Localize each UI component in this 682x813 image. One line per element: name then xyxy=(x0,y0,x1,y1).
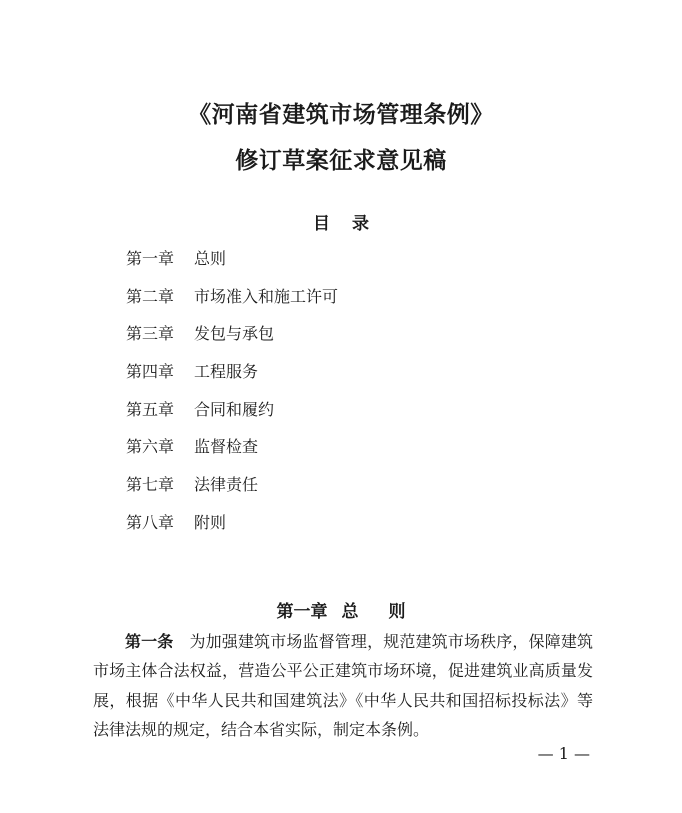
article-text: 为加强建筑市场监督管理，规范建筑市场秩序，保障建筑市场主体合法权益，营造公平公正建筑市场环境，促进建筑业高质量发展，根据《中华人民共和国建筑法》《中华人民共和国招标投标法》等法律法规的规定，结合本省实际，制定本条例。 xyxy=(93,632,593,739)
toc-item xyxy=(126,436,338,474)
toc-chapter-title: 法律责任 xyxy=(194,475,259,495)
table-of-contents xyxy=(126,248,338,550)
toc-chapter-number: 第七章 xyxy=(126,475,175,495)
toc-item xyxy=(126,399,338,437)
toc-chapter-number: 第五章 xyxy=(126,399,175,419)
toc-chapter-title: 工程服务 xyxy=(194,362,259,382)
toc-chapter-number: 第二章 xyxy=(126,286,175,306)
toc-chapter-title: 监督检查 xyxy=(194,437,259,457)
toc-chapter-number: 第四章 xyxy=(126,362,175,382)
toc-item xyxy=(126,323,338,361)
toc-item xyxy=(126,361,338,399)
toc-chapter-number: 第八章 xyxy=(126,512,175,532)
chapter-title-part1: 总 xyxy=(341,602,359,622)
toc-chapter-title: 市场准入和施工许可 xyxy=(194,286,339,306)
toc-chapter-title: 合同和履约 xyxy=(194,399,275,419)
toc-heading: 目录 xyxy=(313,214,391,234)
toc-item xyxy=(126,248,338,286)
toc-chapter-title: 总则 xyxy=(194,249,227,268)
article-paragraph xyxy=(93,627,593,744)
chapter-title-part2: 则 xyxy=(388,602,406,622)
toc-item xyxy=(126,474,338,512)
toc-chapter-title: 发包与承包 xyxy=(194,324,275,344)
chapter-label: 第一章 xyxy=(276,602,328,622)
chapter-heading xyxy=(0,597,682,622)
document-title-line1: 《河南省建筑市场管理条例》 xyxy=(188,102,494,128)
page-number: — 1 — xyxy=(537,744,590,763)
toc-item xyxy=(126,512,338,550)
article-number: 第一条 xyxy=(125,632,174,651)
toc-chapter-number: 第三章 xyxy=(126,324,175,344)
toc-chapter-number: 第一章 xyxy=(126,249,175,268)
toc-chapter-number: 第六章 xyxy=(126,437,175,457)
document-title-line2: 修订草案征求意见稿 xyxy=(235,148,447,174)
toc-item xyxy=(126,286,338,324)
toc-chapter-title: 附则 xyxy=(194,512,227,532)
